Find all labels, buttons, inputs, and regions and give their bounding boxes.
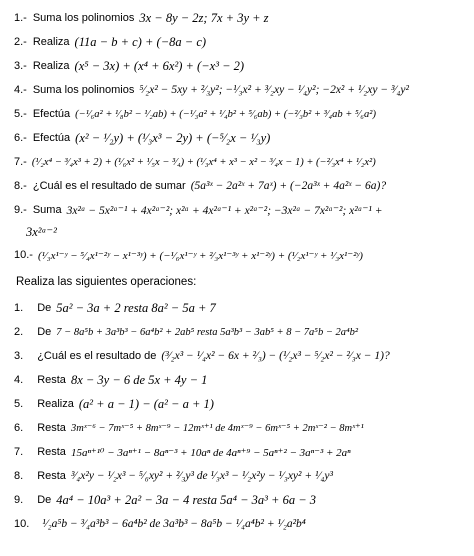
exercise-number: 2. <box>14 326 24 338</box>
exercise-number: 10. <box>14 518 30 530</box>
exercise-number: 9.- <box>14 204 27 216</box>
exercise-number: 2.- <box>14 36 27 48</box>
exercise-row-8 <box>14 174 470 198</box>
exercise-text: De <box>37 302 52 314</box>
exercise-math: 3x²ᵃ − 5x²ᵃ⁻¹ + 4x²ᵃ⁻²; x²ᵃ + 4x²ᵃ⁻¹ + x²ᵃ⁻²; −3x²ᵃ − 7x²ᵃ⁻²; x²ᵃ⁻¹ + <box>66 205 383 217</box>
exercise-text: ¿Cuál es el resultado de sumar <box>32 180 186 192</box>
exercise-number: 3.- <box>14 60 27 72</box>
exercise-text: Suma los polinomios <box>32 84 135 96</box>
exercise-row-7 <box>14 150 470 174</box>
exercise-number: 7. <box>14 446 24 458</box>
exercise-row-1 <box>14 6 470 30</box>
exercise-number: 1. <box>14 302 24 314</box>
operation-row-7 <box>14 440 470 464</box>
operation-row-10 <box>14 512 470 536</box>
exercise-row-5 <box>14 102 470 126</box>
exercise-number: 1.- <box>14 12 27 24</box>
exercise-row-9-continued <box>14 222 470 242</box>
exercise-text: Resta <box>37 374 66 386</box>
exercise-math: (¹⁄₃x¹⁻ʸ − ⁵⁄₄x¹⁻²ʸ − x¹⁻³ʸ) + (−¹⁄₆x¹⁻ʸ + ²⁄₃x¹⁻³ʸ + x¹⁻²ʸ) + (¹⁄₂x¹⁻ʸ + ¹⁄₃x¹⁻²ʸ) <box>37 249 363 262</box>
exercise-number: 6. <box>14 422 24 434</box>
exercise-row-6 <box>14 126 470 150</box>
exercise-number: 8.- <box>14 180 27 192</box>
exercise-text: Suma <box>32 204 62 216</box>
exercise-text: Suma los polinomios <box>32 12 135 24</box>
operation-row-8 <box>14 464 470 488</box>
exercise-number: 8. <box>14 470 24 482</box>
exercise-math: ⁵⁄₂x² − 5xy + ²⁄₃y²; −¹⁄₃x² + ³⁄₂xy − ¹⁄₄y²; −2x² + ¹⁄₂xy − ³⁄₄y² <box>139 84 409 96</box>
operation-row-2 <box>14 320 470 344</box>
exercise-math: (x⁵ − 3x) + (x⁴ + 6x²) + (−x³ − 2) <box>74 58 245 73</box>
exercise-math: (−¹⁄₆a² + ¹⁄₈b² − ¹⁄₂ab) + (−¹⁄₃a² + ¹⁄₄b² + ⁵⁄₆ab) + (−²⁄₃b² + ³⁄₄ab + ⁵⁄₆a²) <box>75 108 376 120</box>
operation-row-3 <box>14 344 470 368</box>
exercise-text: Realiza <box>32 36 70 48</box>
exercise-text: De <box>37 494 52 506</box>
exercise-math: 5a² − 3a + 2 resta 8a² − 5a + 7 <box>56 300 216 315</box>
exercise-text: Efectúa <box>32 108 71 120</box>
exercise-text: ¿Cuál es el resultado de <box>37 350 157 362</box>
exercise-text: Resta <box>37 422 66 434</box>
exercise-text: Realiza <box>32 60 70 72</box>
exercise-number: 5.- <box>14 108 27 120</box>
exercise-math: ¹⁄₂a⁵b − ³⁄₄a³b³ − 6a⁴b² de 3a³b³ − 8a⁵b − ¹⁄₄a⁴b² + ¹⁄₂a²b⁴ <box>42 518 306 530</box>
exercise-math: (5a³ˣ − 2a²ˣ + 7aˣ) + (−2a³ˣ + 4a²ˣ − 6a)? <box>190 180 387 192</box>
exercise-text: Resta <box>37 470 66 482</box>
exercise-number: 4.- <box>14 84 27 96</box>
operation-row-4 <box>14 368 470 392</box>
exercise-math: ³⁄₄x²y − ¹⁄₂x³ − ⁵⁄₆xy² + ²⁄₃y³ de ¹⁄₃x³ − ¹⁄₂x²y − ¹⁄₃xy² + ¹⁄₄y³ <box>70 470 333 482</box>
exercise-math: (a² + a − 1) − (a² − a + 1) <box>78 396 214 411</box>
exercise-text: Resta <box>37 446 66 458</box>
operation-row-1 <box>14 296 470 320</box>
exercise-text: Efectúa <box>32 132 71 144</box>
exercise-text: De <box>37 326 52 338</box>
exercise-math: 8x − 3y − 6 de 5x + 4y − 1 <box>70 372 208 387</box>
exercise-number: 4. <box>14 374 24 386</box>
sum-exercise-list <box>14 6 470 268</box>
operation-row-6 <box>14 416 470 440</box>
exercise-row-9 <box>14 198 470 222</box>
section-heading: Realiza las siguientes operaciones: <box>16 276 197 288</box>
operation-row-9 <box>14 488 470 512</box>
operation-exercise-list <box>14 296 470 536</box>
exercise-number: 3. <box>14 350 24 362</box>
exercise-row-2 <box>14 30 470 54</box>
exercise-math: 15aⁿ⁺¹⁰ − 3aⁿ⁺¹ − 8aⁿ⁻³ + 10aⁿ de 4aⁿ⁺⁹ − 5aⁿ⁺² − 3aⁿ⁻³ + 2aⁿ <box>70 446 351 459</box>
exercise-row-3 <box>14 54 470 78</box>
exercise-math: 3x²ᵃ⁻² <box>26 225 57 239</box>
exercise-math: (³⁄₂x³ − ¹⁄₄x² − 6x + ²⁄₃) − (¹⁄₂x³ − ⁵⁄₂x² − ²⁄₃x − 1)? <box>161 350 390 362</box>
exercise-math: 3x − 8y − 2z; 7x + 3y + z <box>139 10 269 25</box>
exercise-number: 10.- <box>14 249 33 261</box>
exercise-number: 9. <box>14 494 24 506</box>
exercise-math: (11a − b + c) + (−8a − c) <box>74 34 207 49</box>
exercise-math: 4a⁴ − 10a³ + 2a² − 3a − 4 resta 5a⁴ − 3a³ + 6a − 3 <box>56 492 317 507</box>
exercise-text: Realiza <box>37 398 74 410</box>
exercise-number: 6.- <box>14 132 27 144</box>
exercise-math: (¹⁄₂x⁴ − ³⁄₄x³ + 2) + (¹⁄₆x² + ¹⁄₅x − ³⁄₄) + (¹⁄₃x⁴ + x³ − x² − ³⁄₄x − 1) + (−²⁄₃x⁴ + ¹⁄₂x²) <box>31 156 376 168</box>
exercise-math: 3mˣ⁻⁶ − 7mˣ⁻⁵ + 8mˣ⁻⁹ − 12mˣ⁺¹ de 4mˣ⁻⁹ − 6mˣ⁻⁵ + 2mˣ⁻² − 8mˣ⁺¹ <box>70 423 364 434</box>
exercise-row-4 <box>14 78 470 102</box>
exercise-math: (x² − ¹⁄₂y) + (¹⁄₃x³ − 2y) + (−⁵⁄₂x − ¹⁄₃y) <box>75 130 271 145</box>
operation-row-5 <box>14 392 470 416</box>
exercise-math: 7 − 8a⁵b + 3a³b³ − 6a⁴b² + 2ab⁵ resta 5a³b³ − 3ab⁵ + 8 − 7a⁵b − 2a⁴b² <box>56 326 359 338</box>
exercise-number: 7.- <box>14 156 27 168</box>
exercise-number: 5. <box>14 398 24 410</box>
exercise-row-10 <box>14 242 470 268</box>
